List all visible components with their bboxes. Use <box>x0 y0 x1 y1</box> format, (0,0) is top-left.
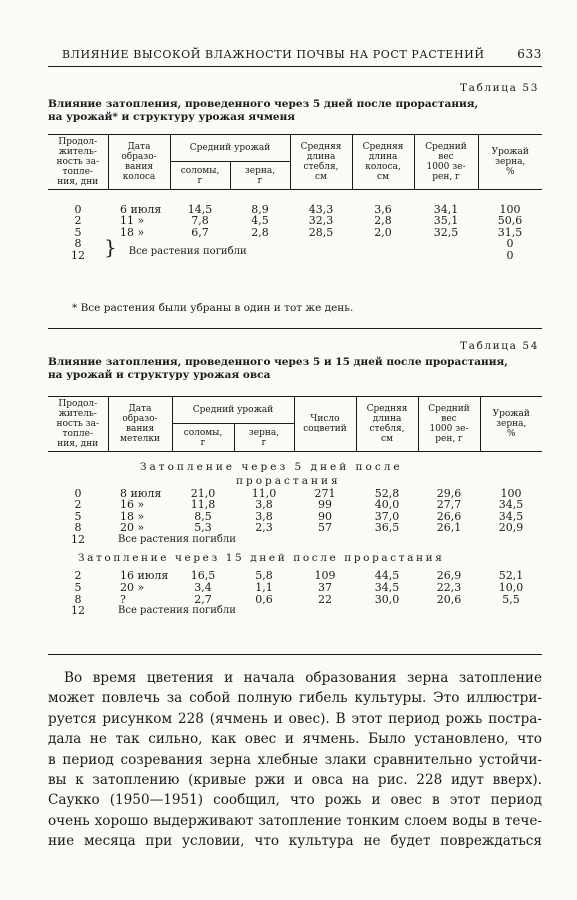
table53-footnote: * Все растения были убраны в один и тот же день. <box>72 302 354 314</box>
table54-caption-line1: Влияние затопления, проведенного через 5 и 15 дней после прорастания, <box>48 356 508 368</box>
table-row: 12 0 <box>71 248 514 262</box>
table-row: 12 Все растения погибли <box>71 532 236 546</box>
section-heading: Затопление через 15 дней после прорастания <box>78 552 445 565</box>
table54-caption-line2: на урожай и структуру урожая овса <box>48 369 271 381</box>
body-line: очень хорошо выдерживают затопление тонким слоем воды в тече- <box>48 812 542 829</box>
section-heading: Затопление через 5 дней после <box>140 460 403 473</box>
t54-header-spikelets: Число соцветий <box>294 397 356 452</box>
t53-header-duration: Продол- житель- ность за- топле- ния, дни <box>48 135 108 190</box>
t53-header-stem: Средняя длина стебля, см <box>290 135 352 190</box>
body-line: руется рисунком 228 (ячмень и овес). В этот период рожь постра- <box>48 710 542 727</box>
body-line: ние месяца при условии, что культура не будет повреждаться <box>48 833 542 850</box>
body-line: в период созревания зерна хлебные злаки сравнительно устойчи- <box>48 751 542 768</box>
table54-caption <box>48 356 542 382</box>
header-rule <box>48 66 542 67</box>
t54-header-straw: соломы, г <box>172 424 234 452</box>
t53-header-yield-pct: Урожай зерна, % <box>478 135 542 190</box>
table-row: 2 16 » 11,8 3,8 99 40,0 27,7 34,5 <box>74 498 524 512</box>
t54-header-yield-pct: Урожай зерна, % <box>480 397 542 452</box>
section-rule <box>48 328 542 329</box>
t54-header-date: Дата образо- вания метелки <box>108 397 172 452</box>
table-row: 2 16 июля 16,5 5,8 109 44,5 26,9 52,1 <box>74 569 524 583</box>
body-paragraph <box>48 668 542 852</box>
t53-dead-text: } Все растения погибли <box>104 235 247 260</box>
table-row: 0 8 июля 21,0 11,0 271 52,8 29,6 100 <box>74 486 522 500</box>
table-row: 8 } Все растения погибли 0 <box>48 238 542 250</box>
running-head <box>62 45 542 63</box>
t53-header-straw: соломы, г <box>170 162 230 190</box>
table53-label: Таблица 53 <box>460 82 539 94</box>
body-line: дала не так сильно, как овес и ячмень. Было установлено, что <box>48 731 542 748</box>
table53-caption-line2: на урожай* и структуру урожая ячменя <box>48 111 296 123</box>
table-row: 5 18 » 8,5 3,8 90 37,0 26,6 34,5 <box>74 509 524 523</box>
t54-header-weight: Средний вес 1000 зе- рен, г <box>418 397 480 452</box>
body-line: может повлечь за собой полную гибель культуры. Это иллюстри- <box>48 690 542 707</box>
t53-header-grain: зерна, г <box>230 162 290 190</box>
t53-header-date: Дата образо- вания колоса <box>108 135 170 190</box>
body-line: Во время цветения и начала образования зерна затопление <box>64 670 542 686</box>
table54-label: Таблица 54 <box>460 340 539 352</box>
table-row: 2 11 » 7,8 4,5 32,3 2,8 35,1 50,6 <box>74 214 523 228</box>
t53-header-weight: Средний вес 1000 зе- рен, г <box>414 135 478 190</box>
table54 <box>48 396 542 617</box>
page-number: 633 <box>517 47 542 61</box>
table53-caption-line1: Влияние затопления, проведенного через 5 дней после прорастания, <box>48 98 479 110</box>
table53 <box>48 134 542 261</box>
t54-header-avg-yield: Средний урожай <box>172 397 294 424</box>
body-line: вы к затоплению (кривые ржи и овса на рис. 228 идут вверх). <box>48 772 542 789</box>
t53-header-avg-yield: Средний урожай <box>170 135 290 162</box>
table54-bottom-rule <box>48 654 542 655</box>
running-head-title: ВЛИЯНИЕ ВЫСОКОЙ ВЛАЖНОСТИ ПОЧВЫ НА РОСТ РАСТЕНИЙ <box>62 48 485 61</box>
section-heading: прорастания <box>236 474 341 487</box>
table-row: 5 18 » 6,7 2,8 28,5 2,0 32,5 31,5 <box>74 225 523 239</box>
table-row: 5 20 » 3,4 1,1 37 34,5 22,3 10,0 <box>74 581 524 595</box>
table53-caption <box>48 98 542 124</box>
table-row: 8 ? 2,7 0,6 22 30,0 20,6 5,5 <box>74 592 520 606</box>
table-row: 8 20 » 5,3 2,3 57 36,5 26,1 20,9 <box>74 521 524 535</box>
table-row: 12 Все растения погибли <box>71 604 236 618</box>
t53-header-ear: Средняя длина колоса, см <box>352 135 414 190</box>
t54-header-grain: зерна, г <box>234 424 294 452</box>
t54-header-duration: Продол- житель- ность за- топле- ния, дни <box>48 397 108 452</box>
t54-header-stem: Средняя длина стебля, см <box>356 397 418 452</box>
table-row: 0 6 июля 14,5 8,9 43,3 3,6 34,1 100 <box>74 202 521 216</box>
body-line: Саукко (1950—1951) сообщил, что рожь и овес в этот период <box>48 792 542 809</box>
